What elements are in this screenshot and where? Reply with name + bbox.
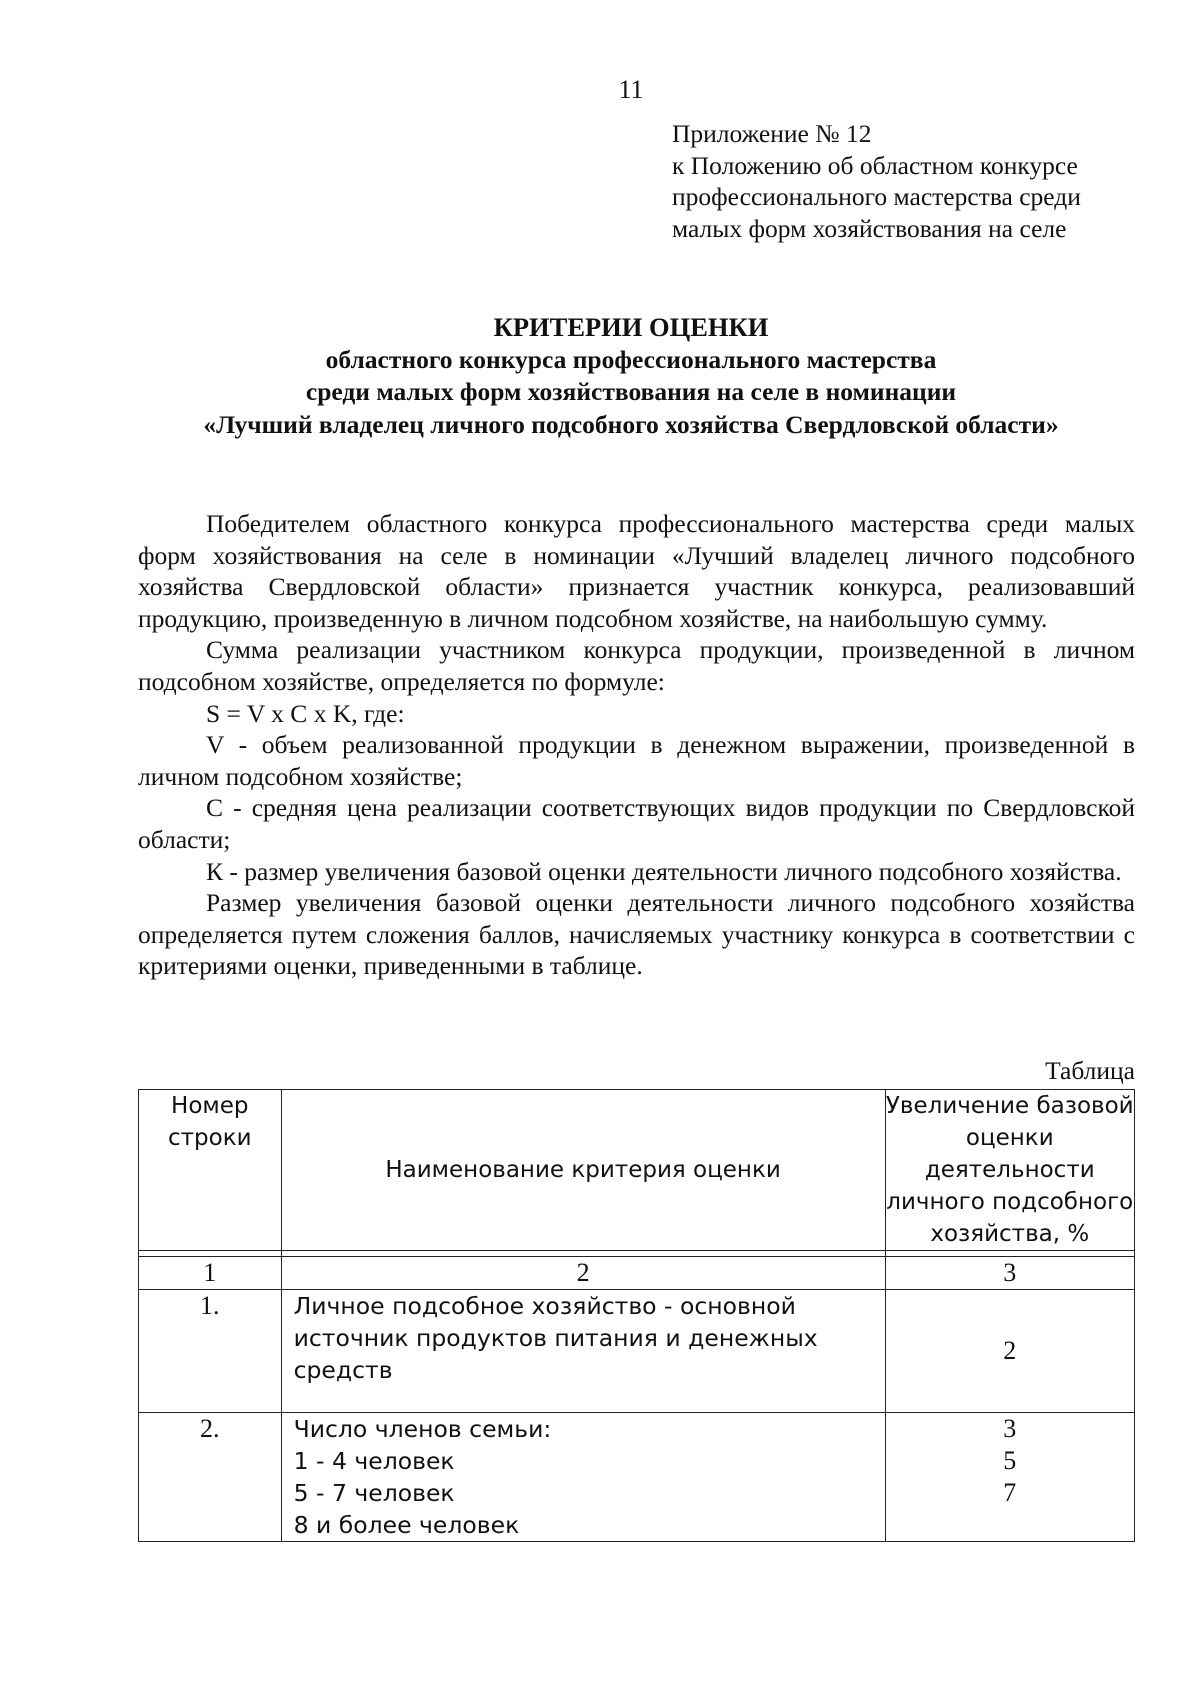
- appendix-line: Приложение № 12: [672, 119, 872, 148]
- paragraph: Сумма реализации участником конкурса продукции, произведенной в личном подсобном хозяйстве, определяется по формуле:: [138, 635, 1135, 696]
- title-line: КРИТЕРИИ ОЦЕНКИ: [493, 312, 769, 342]
- criterion-cell: [281, 1413, 885, 1542]
- option-value: 3: [1003, 1414, 1017, 1443]
- paragraph: К - размер увеличения базовой оценки деятельности личного подсобного хозяйства.: [206, 856, 1122, 886]
- column-number: 3: [885, 1257, 1134, 1290]
- criterion-option: 5 - 7 человек: [293, 1479, 455, 1507]
- criterion-option: 8 и более человек: [293, 1511, 520, 1539]
- option-value: 7: [1003, 1478, 1017, 1507]
- appendix-line: к Положению об областном конкурсе: [672, 150, 1078, 180]
- page-number: 11: [618, 75, 644, 104]
- appendix-note: [672, 118, 1172, 244]
- row-number: 1.: [139, 1290, 282, 1413]
- table-row: [139, 1290, 1135, 1413]
- paragraph: Победителем областного конкурса профессионального мастерства среди малых форм хозяйствования на селе в номинации «Лучший владелец личного подсобного хозяйства Свердловской области» признается участник конкурса, реализовавший продукцию, произведенную в личном подсобном хозяйстве, на наибольшую сумму.: [138, 509, 1135, 633]
- paragraph: С - средняя цена реализации соответствующих видов продукции по Свердловской области;: [138, 793, 1135, 854]
- table-header-row: [139, 1090, 1135, 1251]
- value-cell: [885, 1413, 1134, 1542]
- document-title: [0, 311, 1200, 441]
- criterion-text: Личное подсобное хозяйство - основной источник продуктов питания и денежных средств: [293, 1292, 818, 1384]
- paragraph: Размер увеличения базовой оценки деятельности личного подсобного хозяйства определяется путем сложения баллов, начисляемых участнику конкурса в соответствии с критериями оценки, приведенными в таблице.: [138, 888, 1135, 981]
- column-number: 2: [281, 1257, 885, 1290]
- header-text: строки: [168, 1125, 252, 1151]
- title-line: среди малых форм хозяйствования на селе в номинации: [305, 377, 957, 406]
- value-cell: 2: [885, 1290, 1134, 1413]
- header-increase: Увеличение базовой оценки деятельности личного подсобного хозяйства, %: [885, 1090, 1134, 1251]
- title-line: областного конкурса профессионального мастерства: [325, 344, 937, 374]
- criterion-option: 1 - 4 человек: [293, 1447, 455, 1475]
- header-row-number: [139, 1090, 282, 1251]
- title-line: «Лучший владелец личного подсобного хозяйства Свердловской области»: [203, 409, 1059, 439]
- criterion-title: Число членов семьи:: [293, 1415, 552, 1443]
- appendix-line: малых форм хозяйствования на селе: [672, 213, 1067, 243]
- criteria-table: [138, 1089, 1135, 1542]
- table-caption: Таблица: [1045, 1056, 1135, 1085]
- table-row: [139, 1413, 1135, 1542]
- formula: S = V x C x K, где:: [206, 698, 405, 728]
- option-value: 5: [1003, 1446, 1017, 1475]
- column-number: 1: [139, 1257, 282, 1290]
- column-numbers-row: [139, 1257, 1135, 1290]
- header-criterion: Наименование критерия оценки: [281, 1090, 885, 1251]
- paragraph: V - объем реализованной продукции в денежном выражении, произведенной в личном подсобном хозяйстве;: [138, 730, 1135, 791]
- row-number: 2.: [139, 1413, 282, 1542]
- body-text: [138, 508, 1135, 982]
- header-text: Номер: [171, 1093, 249, 1119]
- appendix-line: профессионального мастерства среди: [672, 182, 1081, 211]
- criterion-cell: [281, 1290, 885, 1413]
